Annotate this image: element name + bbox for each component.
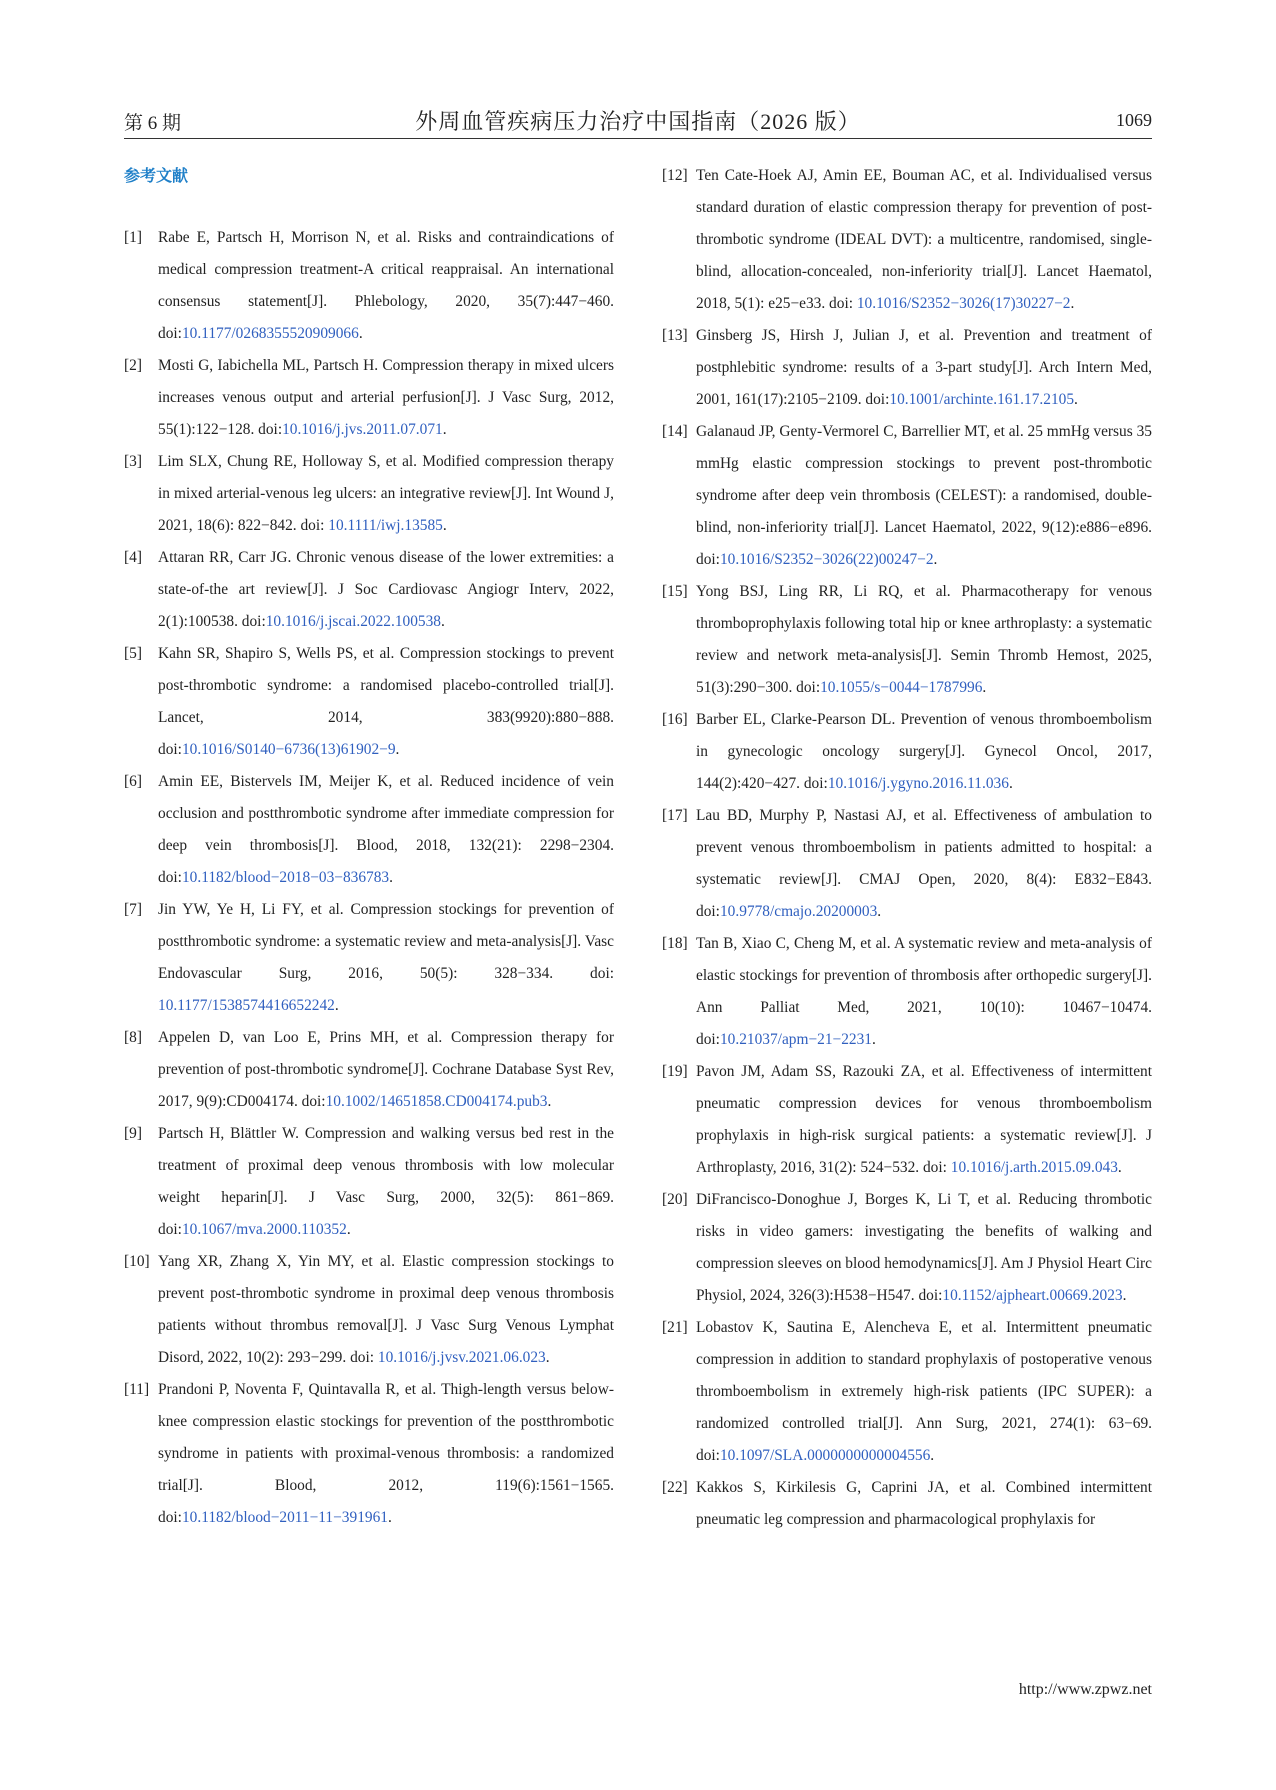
reference-item: [662, 1056, 1152, 1184]
reference-text: Kahn SR, Shapiro S, Wells PS, et al. Compression stockings to prevent post-thrombotic syndrome: a randomised placebo-controlled trial[J]. Lancet, 2014, 383(9920):880−888. doi:: [158, 645, 614, 758]
doi-link[interactable]: 10.1016/j.jvs.2011.07.071: [282, 421, 443, 438]
reference-end-punct: .: [1070, 295, 1075, 312]
reference-number: [19]: [662, 1063, 688, 1080]
reference-end-punct: .: [442, 517, 447, 534]
reference-end-punct: .: [982, 679, 987, 696]
reference-text: Kakkos S, Kirkilesis G, Caprini JA, et al. Combined intermittent pneumatic leg compression and pharmacological prophylaxis for: [696, 1479, 1152, 1528]
reference-text: Appelen D, van Loo E, Prins MH, et al. Compression therapy for prevention of post-thrombotic syndrome[J]. Cochrane Database Syst Rev, 2017, 9(9):CD004174. doi:: [158, 1029, 614, 1110]
reference-end-punct: .: [387, 1509, 392, 1526]
reference-number: [1]: [124, 229, 142, 246]
reference-item: [662, 704, 1152, 800]
reference-text: Lobastov K, Sautina E, Alencheva E, et al. Intermittent pneumatic compression in addition to standard prophylaxis of postoperative venous thromboembolism in extremely high-risk patients (IPC SUPER): a randomized controlled trial[J]. Ann Surg, 2021, 274(1): 63−69. doi:: [696, 1319, 1152, 1464]
reference-end-punct: .: [395, 741, 400, 758]
reference-text: Yong BSJ, Ling RR, Li RQ, et al. Pharmacotherapy for venous thromboprophylaxis following total hip or knee arthroplasty: a systematic review and network meta-analysis[J]. Semin Thromb Hemost, 2025, 51(3):290−300. doi:: [696, 583, 1152, 696]
reference-item: [662, 1184, 1152, 1312]
reference-item: [124, 1118, 614, 1246]
doi-link[interactable]: 10.1016/S0140−6736(13)61902−9: [181, 741, 396, 758]
reference-item: [124, 222, 614, 350]
doi-link[interactable]: 10.1182/blood−2018−03−836783: [181, 869, 390, 886]
doi-link[interactable]: 10.1152/ajpheart.00669.2023: [942, 1287, 1123, 1304]
reference-item: [124, 1246, 614, 1374]
reference-text: Pavon JM, Adam SS, Razouki ZA, et al. Effectiveness of intermittent pneumatic compression devices for venous thromboembolism prophylaxis in high-risk surgical patients: a systematic review[J]. J Arthroplasty, 2016, 31(2): 524−532. doi:: [696, 1063, 1152, 1176]
reference-text: Tan B, Xiao C, Cheng M, et al. A systematic review and meta-analysis of elastic stockings for prevention of thrombosis after orthopedic surgery[J]. Ann Palliat Med, 2021, 10(10): 10467−10474. doi:: [696, 935, 1152, 1048]
reference-text: Jin YW, Ye H, Li FY, et al. Compression stockings for prevention of postthrombotic syndrome: a systematic review and meta-analysis[J]. Vasc Endovascular Surg, 2016, 50(5): 328−334. doi:: [158, 901, 614, 982]
reference-number: [2]: [124, 357, 142, 374]
doi-link[interactable]: 10.1002/14651858.CD004174.pub3: [325, 1093, 548, 1110]
reference-number: [15]: [662, 583, 688, 600]
doi-link[interactable]: 10.1016/S2352−3026(22)00247−2: [719, 551, 934, 568]
right-column: [662, 160, 1152, 1536]
reference-end-punct: .: [389, 869, 393, 886]
reference-number: [20]: [662, 1191, 688, 1208]
reference-number: [3]: [124, 453, 142, 470]
reference-item: [662, 576, 1152, 704]
reference-number: [18]: [662, 935, 688, 952]
reference-end-punct: .: [1122, 1287, 1127, 1304]
reference-text: Galanaud JP, Genty-Vermorel C, Barrellier MT, et al. 25 mmHg versus 35 mmHg elastic compression stockings to prevent post-thrombotic syndrome after deep vein thrombosis (CELEST): a randomised, double-blind, non-inferiority trial[J]. Lancet Haematol, 2022, 9(12):e886−e896. doi:: [696, 423, 1152, 568]
doi-link[interactable]: 10.1067/mva.2000.110352: [181, 1221, 347, 1238]
reference-number: [8]: [124, 1029, 142, 1046]
journal-title: 外周血管疾病压力治疗中国指南（2026 版）: [415, 109, 861, 134]
reference-item: [662, 1472, 1152, 1536]
reference-text: Ten Cate-Hoek AJ, Amin EE, Bouman AC, et al. Individualised versus standard duration of elastic compression therapy for prevention of post-thrombotic syndrome (IDEAL DVT): a multicentre, randomised, single-blind, allocation-concealed, non-inferiority trial[J]. Lancet Haematol, 2018, 5(1): e25−e33. doi:: [696, 167, 1152, 312]
reference-number: [16]: [662, 711, 688, 728]
reference-number: [5]: [124, 645, 142, 662]
reference-end-punct: .: [933, 551, 938, 568]
reference-text: Lau BD, Murphy P, Nastasi AJ, et al. Effectiveness of ambulation to prevent venous thromboembolism in patients admitted to hospital: a systematic review[J]. CMAJ Open, 2020, 8(4): E832−E843. doi:: [696, 807, 1152, 920]
reference-text: Barber EL, Clarke-Pearson DL. Prevention of venous thromboembolism in gynecologic oncology surgery[J]. Gynecol Oncol, 2017, 144(2):420−427. doi:: [696, 711, 1152, 792]
reference-item: [124, 542, 614, 638]
references-heading: 参考文献: [124, 166, 189, 185]
doi-link[interactable]: 10.1016/j.arth.2015.09.043: [950, 1159, 1118, 1176]
reference-item: [662, 928, 1152, 1056]
reference-item: [124, 766, 614, 894]
reference-end-punct: .: [1074, 391, 1078, 408]
reference-number: [12]: [662, 167, 688, 184]
doi-link[interactable]: 10.9778/cmajo.20200003: [719, 903, 878, 920]
footer-url[interactable]: http://www.zpwz.net: [1018, 1681, 1152, 1698]
reference-item: [124, 1374, 614, 1534]
reference-text: Partsch H, Blättler W. Compression and walking versus bed rest in the treatment of proximal deep venous thrombosis with low molecular weight heparin[J]. J Vasc Surg, 2000, 32(5): 861−869. doi:: [158, 1125, 614, 1238]
doi-link[interactable]: 10.21037/apm−21−2231: [719, 1031, 872, 1048]
doi-link[interactable]: 10.1016/j.jscai.2022.100538: [265, 613, 442, 630]
reference-end-punct: .: [1117, 1159, 1122, 1176]
reference-item: [662, 320, 1152, 416]
doi-link[interactable]: 10.1177/0268355520909066: [181, 325, 359, 342]
reference-number: [11]: [124, 1381, 150, 1398]
reference-item: [124, 446, 614, 542]
reference-number: [6]: [124, 773, 142, 790]
reference-number: [9]: [124, 1125, 142, 1142]
doi-link[interactable]: 10.1016/S2352−3026(17)30227−2: [856, 295, 1071, 312]
reference-item: [124, 894, 614, 1022]
doi-link[interactable]: 10.1111/iwj.13585: [328, 517, 443, 534]
reference-end-punct: .: [442, 421, 447, 438]
reference-end-punct: .: [358, 325, 363, 342]
reference-end-punct: .: [930, 1447, 935, 1464]
reference-end-punct: .: [334, 997, 339, 1014]
reference-item: [124, 1022, 614, 1118]
reference-list-left: [124, 222, 614, 1534]
doi-link[interactable]: 10.1182/blood−2011−11−391961: [181, 1509, 388, 1526]
issue-number: 第 6 期: [124, 113, 182, 134]
left-column: [124, 160, 614, 1534]
reference-text: Rabe E, Partsch H, Morrison N, et al. Risks and contraindications of medical compression treatment-A critical reappraisal. An international consensus statement[J]. Phlebology, 2020, 35(7):447−460. doi:: [158, 229, 614, 342]
reference-text: Ginsberg JS, Hirsh J, Julian J, et al. Prevention and treatment of postphlebitic syndrome: results of a 3-part study[J]. Arch Intern Med, 2001, 161(17):2105−2109. doi:: [696, 327, 1152, 408]
doi-link[interactable]: 10.1016/j.ygyno.2016.11.036: [827, 775, 1009, 792]
reference-list-right: [662, 160, 1152, 1536]
reference-number: [10]: [124, 1253, 150, 1270]
reference-text: Lim SLX, Chung RE, Holloway S, et al. Modified compression therapy in mixed arterial-venous leg ulcers: an integrative review[J]. Int Wound J, 2021, 18(6): 822−842. doi:: [158, 453, 614, 534]
reference-item: [662, 1312, 1152, 1472]
reference-end-punct: .: [871, 1031, 876, 1048]
reference-number: [7]: [124, 901, 142, 918]
reference-end-punct: .: [1008, 775, 1013, 792]
reference-number: [13]: [662, 327, 688, 344]
reference-item: [124, 350, 614, 446]
reference-end-punct: .: [441, 613, 445, 630]
reference-number: [14]: [662, 423, 688, 440]
reference-number: [21]: [662, 1319, 688, 1336]
doi-link[interactable]: 10.1016/j.jvsv.2021.06.023: [377, 1349, 546, 1366]
doi-link[interactable]: 10.1177/1538574416652242: [158, 997, 335, 1014]
reference-text: Yang XR, Zhang X, Yin MY, et al. Elastic compression stockings to prevent post-thrombotic syndrome in proximal deep venous thrombosis patients without thrombus removal[J]. J Vasc Surg Venous Lymphat Disord, 2022, 10(2): 293−299. doi:: [158, 1253, 614, 1366]
reference-end-punct: .: [877, 903, 882, 920]
reference-text: Prandoni P, Noventa F, Quintavalla R, et al. Thigh-length versus below-knee compression elastic stockings for prevention of the postthrombotic syndrome in patients with proximal-venous thrombosis: a randomized trial[J]. Blood, 2012, 119(6):1561−1565. doi:: [158, 1381, 614, 1526]
reference-item: [662, 416, 1152, 576]
reference-number: [17]: [662, 807, 688, 824]
reference-item: [662, 800, 1152, 928]
doi-link[interactable]: 10.1001/archinte.161.17.2105: [889, 391, 1075, 408]
reference-item: [662, 160, 1152, 320]
reference-end-punct: .: [547, 1093, 552, 1110]
reference-end-punct: .: [346, 1221, 351, 1238]
running-header: [124, 104, 1152, 139]
reference-text: DiFrancisco-Donoghue J, Borges K, Li T, et al. Reducing thrombotic risks in video gamers: investigating the benefits of walking and compression sleeves on blood hemodynamics[J]. Am J Physiol Heart Circ Physiol, 2024, 326(3):H538−H547. doi:: [696, 1191, 1152, 1304]
reference-number: [22]: [662, 1479, 688, 1496]
reference-text: Amin EE, Bistervels IM, Meijer K, et al. Reduced incidence of vein occlusion and postthrombotic syndrome after immediate compression for deep vein thrombosis[J]. Blood, 2018, 132(21): 2298−2304. doi:: [158, 773, 614, 886]
doi-link[interactable]: 10.1055/s−0044−1787996: [820, 679, 983, 696]
page-number: 1069: [1116, 110, 1152, 130]
doi-link[interactable]: 10.1097/SLA.0000000000004556: [719, 1447, 931, 1464]
reference-number: [4]: [124, 549, 142, 566]
reference-text: Mosti G, Iabichella ML, Partsch H. Compression therapy in mixed ulcers increases venous output and arterial perfusion[J]. J Vasc Surg, 2012, 55(1):122−128. doi:: [158, 357, 614, 438]
reference-item: [124, 638, 614, 766]
reference-text: Attaran RR, Carr JG. Chronic venous disease of the lower extremities: a state-of-the art review[J]. J Soc Cardiovasc Angiogr Interv, 2022, 2(1):100538. doi:: [158, 549, 614, 630]
reference-end-punct: .: [545, 1349, 550, 1366]
